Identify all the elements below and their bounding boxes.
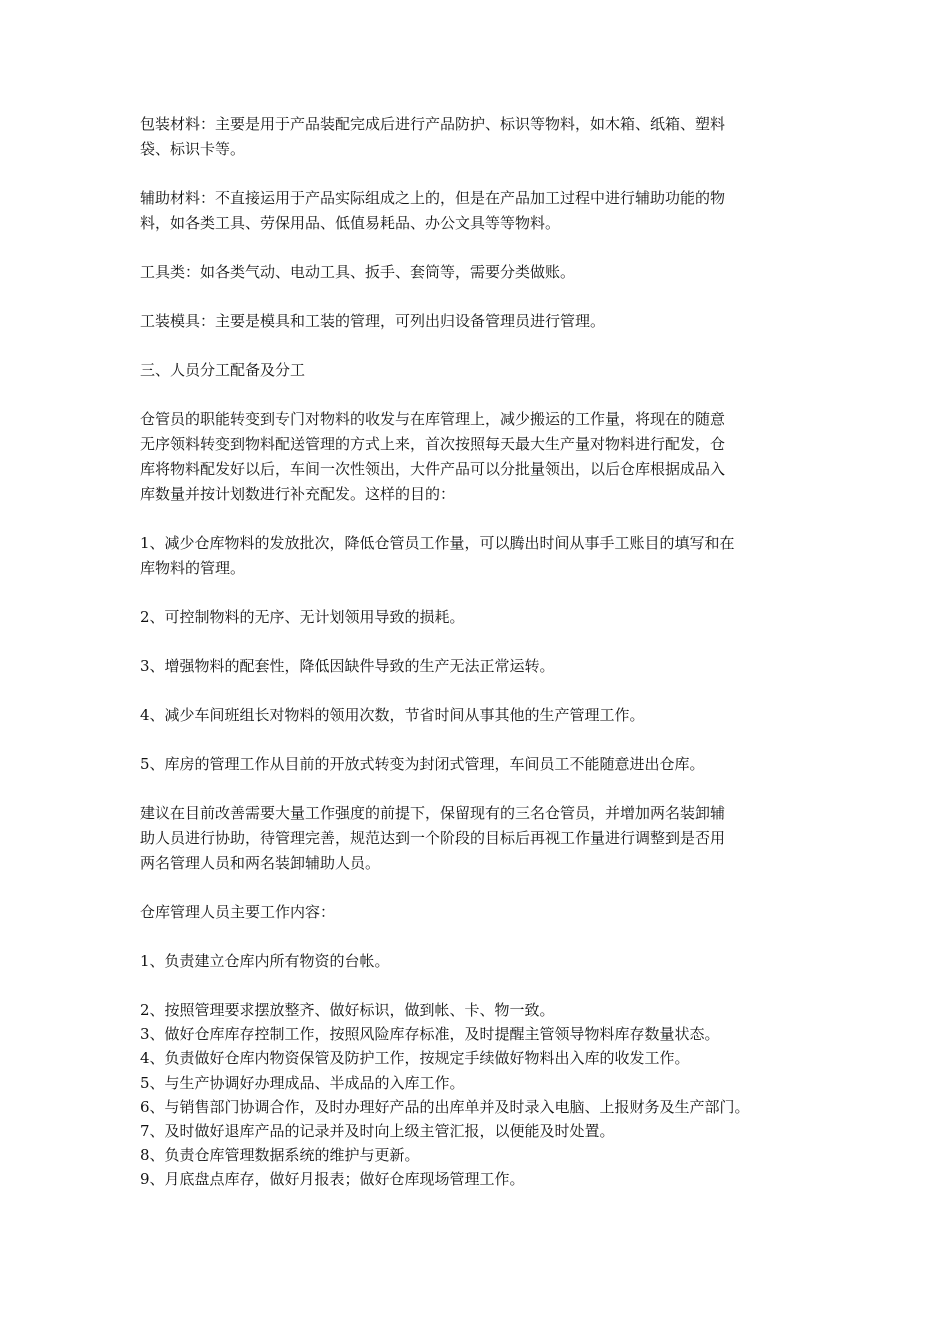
paragraph — [140, 703, 830, 728]
paragraph — [140, 605, 830, 630]
paragraph — [140, 531, 830, 581]
paragraph — [140, 358, 830, 383]
paragraph-line: 无序领料转变到物料配送管理的方式上来，首次按照每天最大生产量对物料进行配发，仓 — [140, 435, 726, 453]
paragraph — [140, 654, 830, 679]
paragraph-line: 三、人员分工配备及分工 — [140, 361, 306, 379]
duty-item: 7、及时做好退库产品的记录并及时向上级主管汇报，以便能及时处置。 — [140, 1122, 615, 1141]
paragraph-line: 5、库房的管理工作从目前的开放式转变为封闭式管理，车间员工不能随意进出仓库。 — [140, 755, 705, 773]
paragraph-line: 建议在目前改善需要大量工作强度的前提下，保留现有的三名仓管员，并增加两名装卸辅 — [140, 804, 726, 822]
paragraph — [140, 949, 830, 974]
paragraph-line: 库将物料配发好以后，车间一次性领出，大件产品可以分批量领出，以后仓库根据成品入 — [140, 460, 726, 478]
paragraph-line: 3、增强物料的配套性，降低因缺件导致的生产无法正常运转。 — [140, 657, 555, 675]
paragraph-line: 袋、标识卡等。 — [140, 140, 246, 158]
paragraph-line: 2、可控制物料的无序、无计划领用导致的损耗。 — [140, 608, 465, 626]
duty-list — [140, 998, 830, 1192]
paragraph-line: 辅助材料：不直接运用于产品实际组成之上的，但是在产品加工过程中进行辅助功能的物 — [140, 189, 726, 207]
paragraph — [140, 186, 830, 236]
paragraph-line: 两名管理人员和两名装卸辅助人员。 — [140, 854, 381, 872]
paragraph-line: 库物料的管理。 — [140, 559, 246, 577]
paragraph-line: 1、减少仓库物料的发放批次，降低仓管员工作量，可以腾出时间从事手工账目的填写和在 — [140, 534, 735, 552]
duty-item: 9、月底盘点库存，做好月报表；做好仓库现场管理工作。 — [140, 1170, 525, 1189]
duty-item: 5、与生产协调好办理成品、半成品的入库工作。 — [140, 1073, 465, 1092]
paragraph — [140, 900, 830, 925]
paragraph-line: 料，如各类工具、劳保用品、低值易耗品、办公文具等等物料。 — [140, 214, 561, 232]
paragraph — [140, 801, 830, 876]
paragraph — [140, 260, 830, 285]
paragraph — [140, 752, 830, 777]
paragraph-line: 库数量并按计划数进行补充配发。这样的目的： — [140, 485, 456, 503]
paragraph-line: 工具类：如各类气动、电动工具、扳手、套筒等，需要分类做账。 — [140, 263, 576, 281]
duty-item: 4、负责做好仓库内物资保管及防护工作，按规定手续做好物料出入库的收发工作。 — [140, 1049, 690, 1068]
duty-item: 2、按照管理要求摆放整齐、做好标识，做到帐、卡、物一致。 — [140, 1001, 555, 1019]
paragraph — [140, 407, 830, 507]
document-page — [140, 112, 830, 1192]
paragraph-line: 助人员进行协助，待管理完善，规范达到一个阶段的目标后再视工作量进行调整到是否用 — [140, 829, 726, 847]
paragraph-line: 仓管员的职能转变到专门对物料的收发与在库管理上，减少搬运的工作量，将现在的随意 — [140, 410, 726, 428]
duty-item: 6、与销售部门协调合作，及时办理好产品的出库单并及时录入电脑、上报财务及生产部门。 — [140, 1097, 750, 1116]
paragraph-line: 工装模具：主要是模具和工装的管理，可列出归设备管理员进行管理。 — [140, 312, 606, 330]
paragraph-line: 仓库管理人员主要工作内容： — [140, 903, 336, 921]
paragraph-line: 4、减少车间班组长对物料的领用次数，节省时间从事其他的生产管理工作。 — [140, 706, 645, 724]
paragraph-line: 包装材料：主要是用于产品装配完成后进行产品防护、标识等物料，如木箱、纸箱、塑料 — [140, 115, 726, 133]
paragraph — [140, 112, 830, 162]
paragraph-line: 1、负责建立仓库内所有物资的台帐。 — [140, 952, 390, 970]
duty-item: 3、做好仓库库存控制工作，按照风险库存标准，及时提醒主管领导物料库存数量状态。 — [140, 1025, 720, 1044]
document-body — [140, 112, 830, 974]
paragraph — [140, 309, 830, 334]
duty-item: 8、负责仓库管理数据系统的维护与更新。 — [140, 1146, 420, 1165]
